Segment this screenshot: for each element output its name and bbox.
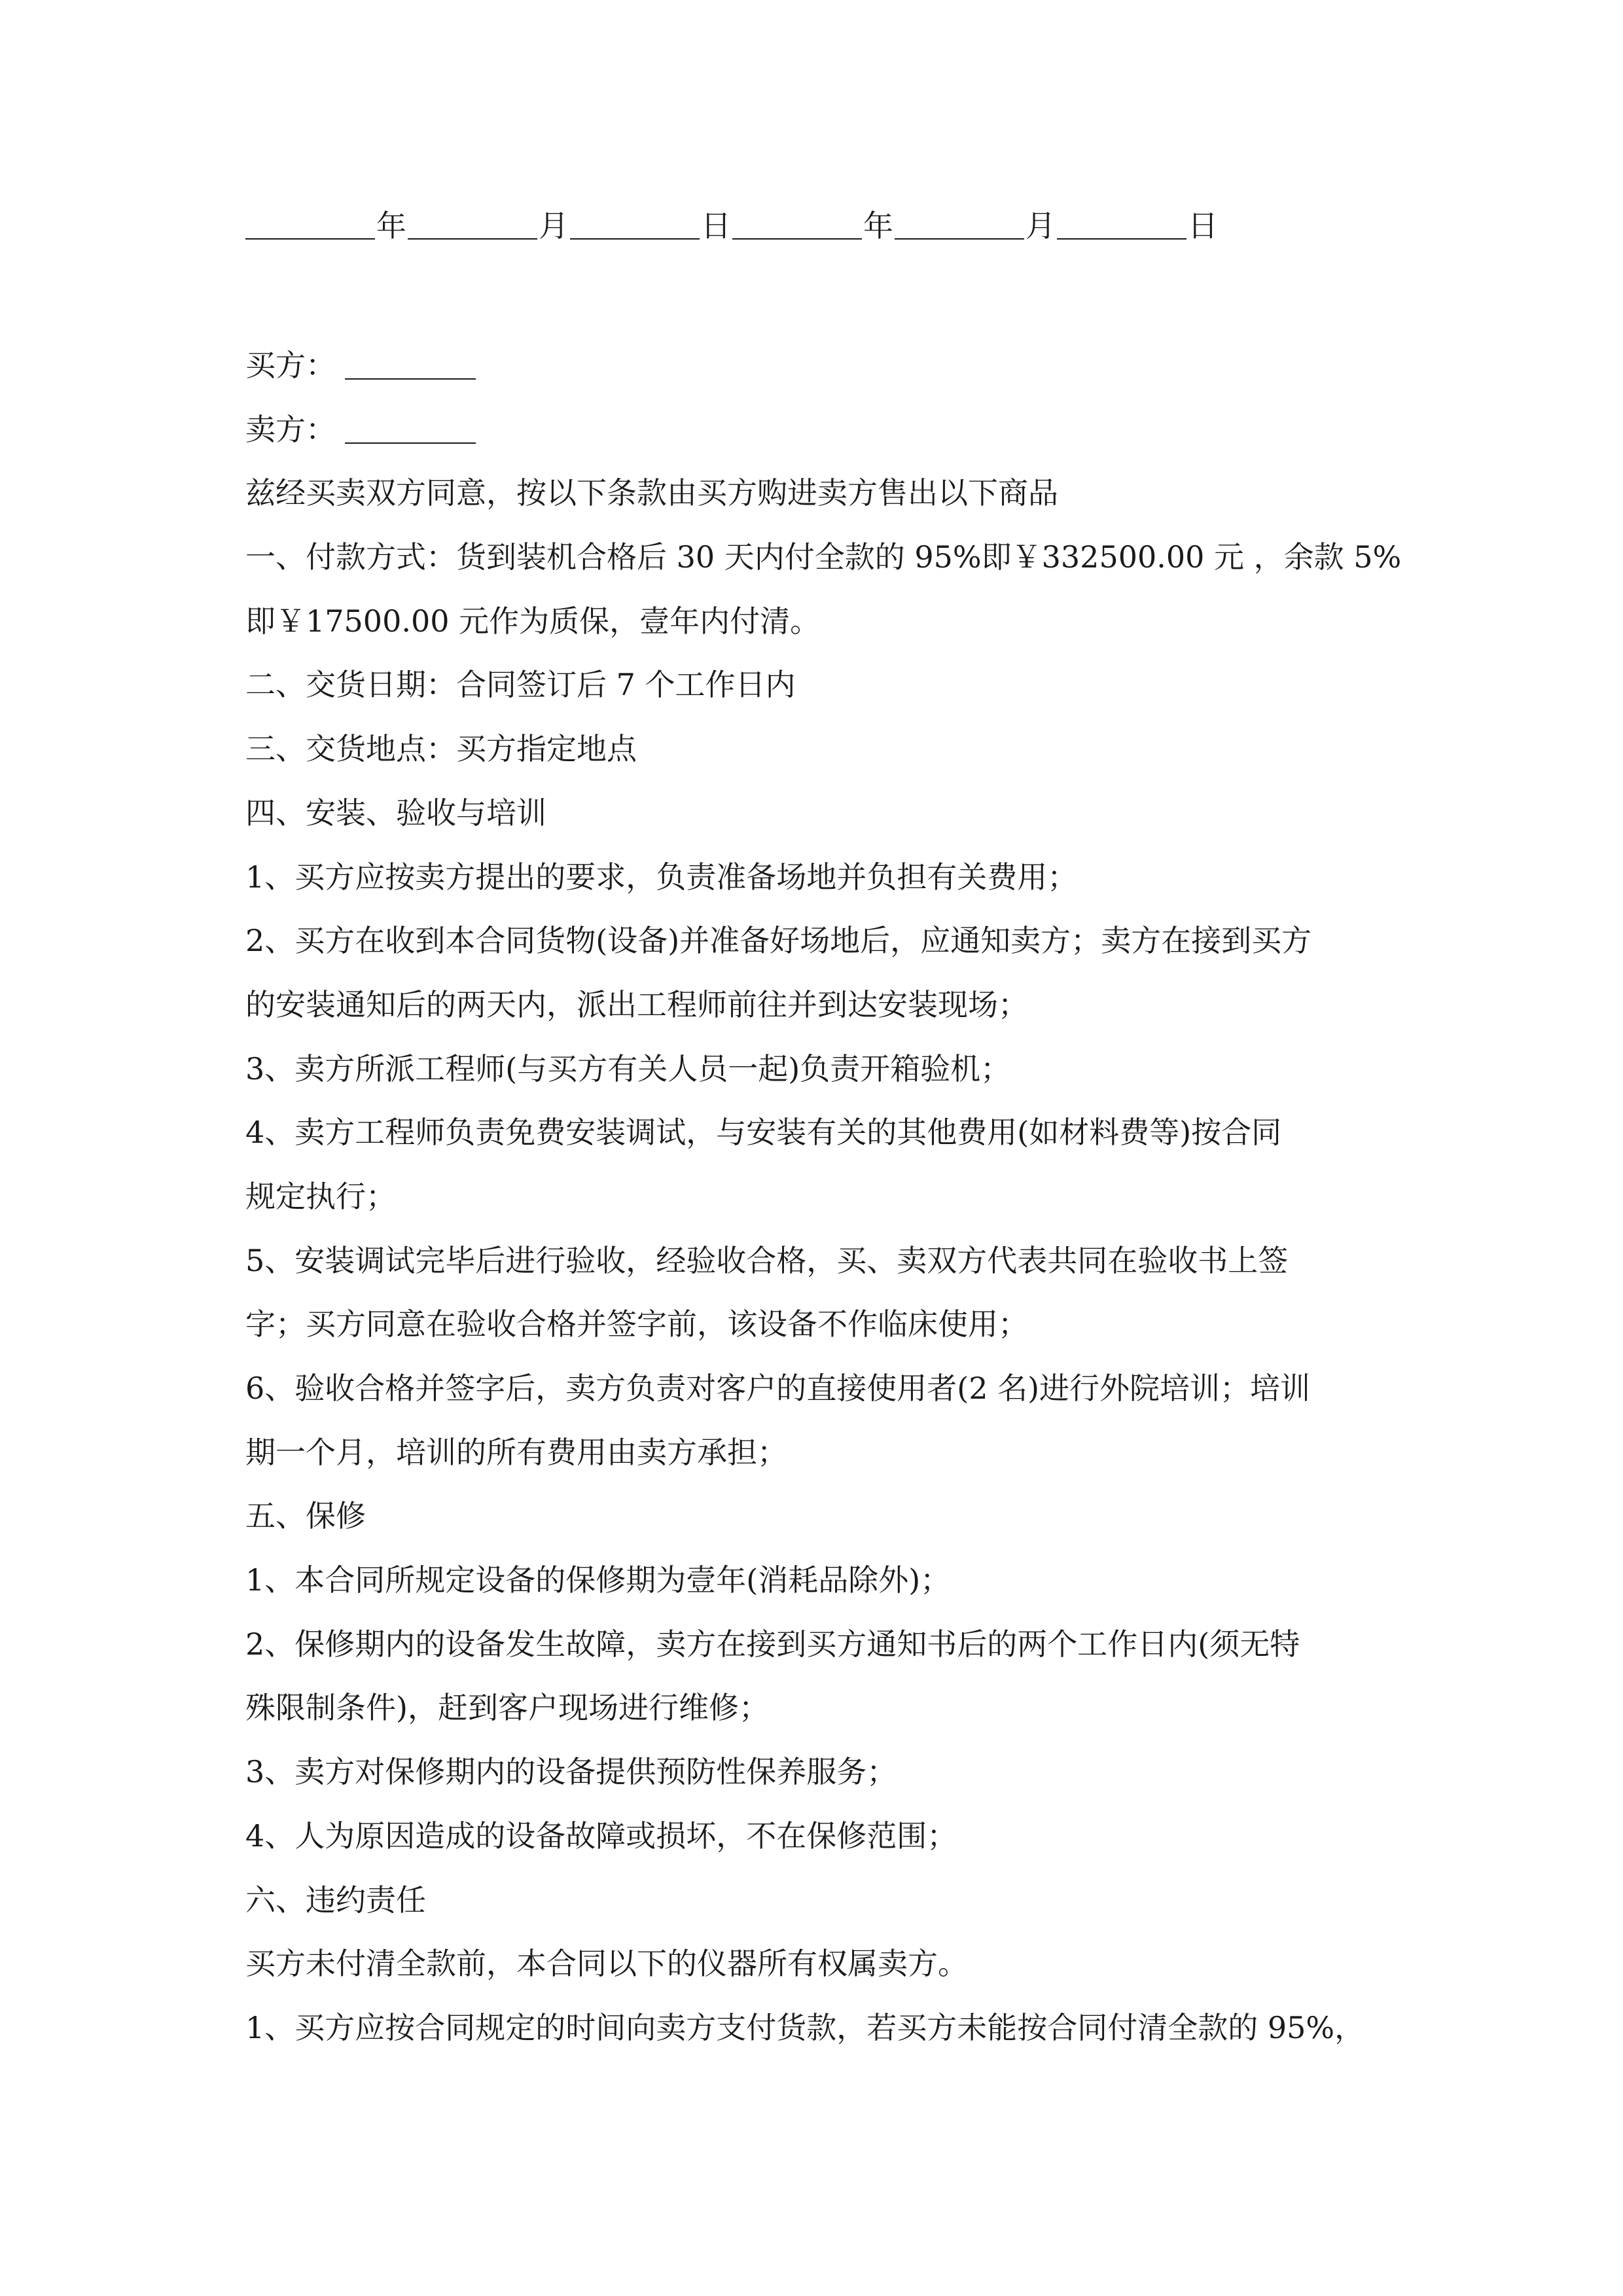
date-blank[interactable] [895, 236, 1024, 240]
text-line: 殊限制条件)，赶到客户现场进行维修； [245, 1690, 769, 1726]
text-line: 二、交货日期：合同签订后 7 个工作日内 [245, 667, 796, 703]
text-line: 兹经买卖双方同意，按以下条款由买方购进卖方售出以下商品 [245, 475, 1058, 511]
text-line: 一、付款方式：货到装机合格后 30 天内付全款的 95%即￥332500.00 元 ，余款 5% [245, 539, 1402, 575]
buyer-line [245, 334, 1391, 398]
date-blank[interactable] [1057, 236, 1186, 240]
date-blank[interactable] [732, 236, 862, 240]
text-line: 买方未付清全款前，本合同以下的仪器所有权属卖方。 [245, 1946, 968, 1982]
text-line: 字；买方同意在验收合格并签字前，该设备不作临床使用； [245, 1306, 1028, 1342]
text-line: 的安装通知后的两天内，派出工程师前往并到达安装现场； [245, 986, 1028, 1022]
text-line: 2、保修期内的设备发生故障，卖方在接到买方通知书后的两个工作日内(须无特 [245, 1626, 1300, 1662]
text-line: 三、交货地点：买方指定地点 [245, 731, 637, 767]
section-heading: 五、保修 [245, 1498, 366, 1534]
text-line: 4、卖方工程师负责免费安装调试，与安装有关的其他费用(如材料费等)按合同 [245, 1115, 1282, 1151]
year-label: 年 [863, 208, 893, 243]
text-line: 4、人为原因造成的设备故障或损坏，不在保修范围； [245, 1818, 957, 1854]
seller-line [245, 398, 1391, 462]
day-label: 日 [1188, 208, 1218, 243]
text-line: 即￥17500.00 元作为质保，壹年内付清。 [245, 603, 821, 639]
date-line [245, 204, 1219, 247]
month-label: 月 [539, 208, 569, 243]
text-line: 期一个月，培训的所有费用由卖方承担； [245, 1434, 787, 1470]
buyer-label: 买方： [245, 348, 336, 383]
day-label: 日 [701, 208, 731, 243]
text-line: 3、卖方对保修期内的设备提供预防性保养服务； [245, 1754, 897, 1790]
year-label: 年 [376, 208, 406, 243]
date-blank[interactable] [245, 236, 375, 240]
month-label: 月 [1026, 208, 1056, 243]
text-line: 1、买方应按合同规定的时间向卖方支付货款，若买方未能按合同付清全款的 95%， [245, 2009, 1365, 2045]
text-line: 1、买方应按卖方提出的要求，负责准备场地并负担有关费用； [245, 859, 1078, 895]
seller-blank[interactable] [345, 440, 476, 444]
seller-label: 卖方： [245, 411, 336, 447]
text-line: 规定执行； [245, 1178, 396, 1214]
contract-body [245, 334, 1402, 2060]
text-line: 2、买方在收到本合同货物(设备)并准备好场地后，应通知卖方；卖方在接到买方 [245, 923, 1312, 959]
text-line: 5、安装调试完毕后进行验收，经验收合格，买、卖双方代表共同在验收书上签 [245, 1242, 1289, 1278]
date-blank[interactable] [408, 236, 537, 240]
text-line: 6、验收合格并签字后，卖方负责对客户的直接使用者(2 名)进行外院培训；培训 [245, 1371, 1311, 1406]
text-line: 1、本合同所规定设备的保修期为壹年(消耗品除外)； [245, 1562, 951, 1598]
section-heading: 六、违约责任 [245, 1882, 426, 1918]
date-blank[interactable] [570, 236, 700, 240]
text-line: 3、卖方所派工程师(与买方有关人员一起)负责开箱验机； [245, 1050, 1011, 1086]
section-heading: 四、安装、验收与培训 [245, 795, 546, 831]
buyer-blank[interactable] [345, 376, 476, 380]
